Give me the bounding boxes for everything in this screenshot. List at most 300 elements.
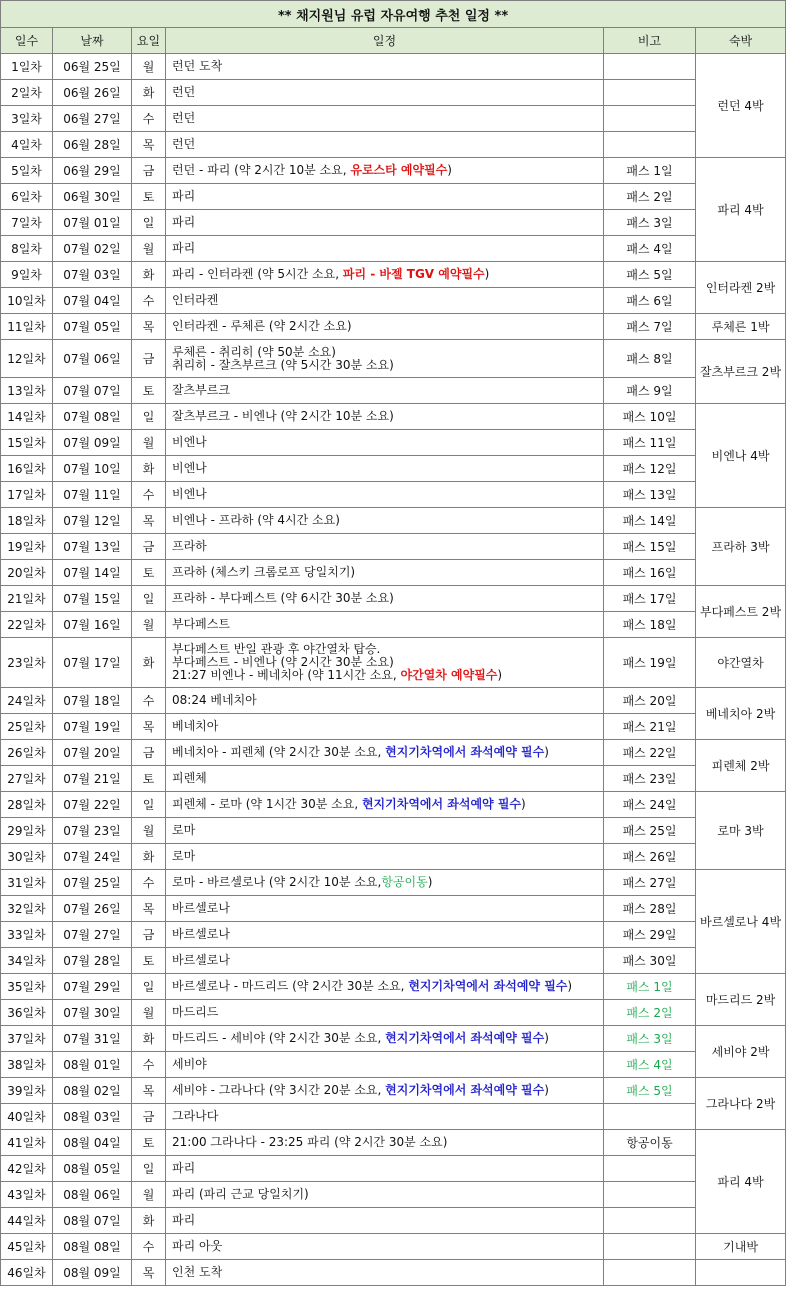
date-cell: 07월 12일 bbox=[53, 508, 132, 534]
schedule-line bbox=[172, 60, 603, 73]
schedule-highlight: 현지기차역에서 좌석예약 필수 bbox=[385, 1031, 545, 1045]
day-cell: 27일차 bbox=[1, 766, 53, 792]
schedule-text: 피렌체 - 로마 (약 1시간 30분 소요, bbox=[172, 797, 362, 811]
schedule-cell bbox=[166, 870, 604, 896]
schedule-text: ) bbox=[544, 1083, 549, 1097]
table-row bbox=[1, 262, 786, 288]
schedule-highlight: 항공이동 bbox=[381, 875, 428, 889]
schedule-cell bbox=[166, 1104, 604, 1130]
dow-cell: 수 bbox=[132, 870, 166, 896]
day-cell: 11일차 bbox=[1, 314, 53, 340]
table-row bbox=[1, 612, 786, 638]
date-cell: 08월 07일 bbox=[53, 1208, 132, 1234]
schedule-cell bbox=[166, 1052, 604, 1078]
schedule-line bbox=[172, 592, 603, 605]
day-cell: 15일차 bbox=[1, 430, 53, 456]
dow-cell: 목 bbox=[132, 1260, 166, 1286]
schedule-cell bbox=[166, 948, 604, 974]
note-cell: 패스 9일 bbox=[604, 378, 696, 404]
table-row bbox=[1, 1000, 786, 1026]
note-cell: 패스 12일 bbox=[604, 456, 696, 482]
schedule-cell bbox=[166, 314, 604, 340]
note-cell: 패스 13일 bbox=[604, 482, 696, 508]
schedule-text: 잘츠부르크 - 비엔나 (약 2시간 10분 소요) bbox=[172, 409, 394, 423]
table-row bbox=[1, 1078, 786, 1104]
stay-cell: 마드리드 2박 bbox=[696, 974, 786, 1026]
day-cell: 5일차 bbox=[1, 158, 53, 184]
day-cell: 3일차 bbox=[1, 106, 53, 132]
stay-cell: 세비야 2박 bbox=[696, 1026, 786, 1078]
schedule-text: 그라나다 bbox=[172, 1109, 219, 1123]
schedule-cell bbox=[166, 456, 604, 482]
table-row bbox=[1, 378, 786, 404]
date-cell: 06월 30일 bbox=[53, 184, 132, 210]
schedule-line bbox=[172, 359, 603, 372]
stay-cell: 야간열차 bbox=[696, 638, 786, 688]
stay-cell: 비엔나 4박 bbox=[696, 404, 786, 508]
schedule-line bbox=[172, 138, 603, 151]
schedule-text: 바르셀로나 - 마드리드 (약 2시간 30분 소요, bbox=[172, 979, 409, 993]
schedule-cell bbox=[166, 184, 604, 210]
schedule-highlight: 현지기차역에서 좌석예약 필수 bbox=[385, 745, 545, 759]
schedule-line bbox=[172, 980, 603, 993]
date-cell: 07월 29일 bbox=[53, 974, 132, 1000]
dow-cell: 일 bbox=[132, 586, 166, 612]
date-cell: 07월 08일 bbox=[53, 404, 132, 430]
schedule-text: 피렌체 bbox=[172, 771, 207, 785]
schedule-cell bbox=[166, 482, 604, 508]
schedule-text: 파리 bbox=[172, 241, 196, 255]
table-row bbox=[1, 210, 786, 236]
schedule-text: 파리 아웃 bbox=[172, 1239, 223, 1253]
dow-cell: 화 bbox=[132, 1208, 166, 1234]
schedule-cell bbox=[166, 818, 604, 844]
day-cell: 10일차 bbox=[1, 288, 53, 314]
schedule-line bbox=[172, 1032, 603, 1045]
note-cell bbox=[604, 54, 696, 80]
table-row bbox=[1, 430, 786, 456]
note-cell: 패스 24일 bbox=[604, 792, 696, 818]
note-cell: 패스 16일 bbox=[604, 560, 696, 586]
day-cell: 33일차 bbox=[1, 922, 53, 948]
schedule-text: 루체른 - 취리히 (약 50분 소요) bbox=[172, 344, 336, 359]
note-cell: 패스 10일 bbox=[604, 404, 696, 430]
dow-cell: 일 bbox=[132, 404, 166, 430]
day-cell: 35일차 bbox=[1, 974, 53, 1000]
dow-cell: 목 bbox=[132, 1078, 166, 1104]
schedule-line bbox=[172, 1214, 603, 1227]
header-dow: 요일 bbox=[132, 28, 166, 54]
schedule-cell bbox=[166, 740, 604, 766]
header-day: 일수 bbox=[1, 28, 53, 54]
day-cell: 41일차 bbox=[1, 1130, 53, 1156]
day-cell: 28일차 bbox=[1, 792, 53, 818]
table-row bbox=[1, 714, 786, 740]
date-cell: 07월 27일 bbox=[53, 922, 132, 948]
dow-cell: 토 bbox=[132, 560, 166, 586]
date-cell: 07월 05일 bbox=[53, 314, 132, 340]
note-cell bbox=[604, 1156, 696, 1182]
schedule-line bbox=[172, 1084, 603, 1097]
date-cell: 08월 05일 bbox=[53, 1156, 132, 1182]
date-cell: 08월 02일 bbox=[53, 1078, 132, 1104]
day-cell: 20일차 bbox=[1, 560, 53, 586]
schedule-line bbox=[172, 720, 603, 733]
schedule-line bbox=[172, 1006, 603, 1019]
table-row bbox=[1, 80, 786, 106]
note-cell: 패스 4일 bbox=[604, 236, 696, 262]
schedule-cell bbox=[166, 1234, 604, 1260]
table-row bbox=[1, 1260, 786, 1286]
schedule-line bbox=[172, 384, 603, 397]
schedule-text: 프라하 - 부다페스트 (약 6시간 30분 소요) bbox=[172, 591, 394, 605]
date-cell: 07월 21일 bbox=[53, 766, 132, 792]
schedule-cell bbox=[166, 158, 604, 184]
schedule-cell bbox=[166, 560, 604, 586]
note-cell: 패스 27일 bbox=[604, 870, 696, 896]
schedule-line bbox=[172, 618, 603, 631]
date-cell: 08월 01일 bbox=[53, 1052, 132, 1078]
schedule-line bbox=[172, 410, 603, 423]
table-row bbox=[1, 922, 786, 948]
day-cell: 7일차 bbox=[1, 210, 53, 236]
table-row bbox=[1, 456, 786, 482]
schedule-line bbox=[172, 824, 603, 837]
date-cell: 07월 28일 bbox=[53, 948, 132, 974]
table-row bbox=[1, 870, 786, 896]
date-cell: 07월 09일 bbox=[53, 430, 132, 456]
schedule-text: 잘츠부르크 bbox=[172, 383, 230, 397]
schedule-line bbox=[172, 566, 603, 579]
day-cell: 40일차 bbox=[1, 1104, 53, 1130]
note-cell: 패스 23일 bbox=[604, 766, 696, 792]
date-cell: 06월 26일 bbox=[53, 80, 132, 106]
schedule-line bbox=[172, 540, 603, 553]
table-row bbox=[1, 482, 786, 508]
schedule-cell bbox=[166, 132, 604, 158]
schedule-text: 세비야 - 그라나다 (약 3시간 20분 소요, bbox=[172, 1083, 386, 1097]
day-cell: 14일차 bbox=[1, 404, 53, 430]
dow-cell: 목 bbox=[132, 132, 166, 158]
date-cell: 07월 07일 bbox=[53, 378, 132, 404]
schedule-cell bbox=[166, 1260, 604, 1286]
date-cell: 08월 04일 bbox=[53, 1130, 132, 1156]
dow-cell: 금 bbox=[132, 534, 166, 560]
day-cell: 12일차 bbox=[1, 340, 53, 378]
table-row bbox=[1, 184, 786, 210]
dow-cell: 금 bbox=[132, 1104, 166, 1130]
day-cell: 17일차 bbox=[1, 482, 53, 508]
table-row bbox=[1, 508, 786, 534]
schedule-cell bbox=[166, 688, 604, 714]
schedule-text: 프라하 (체스키 크롬로프 당일치기) bbox=[172, 565, 356, 579]
date-cell: 07월 11일 bbox=[53, 482, 132, 508]
schedule-text: 바르셀로나 bbox=[172, 953, 230, 967]
stay-cell: 부다페스트 2박 bbox=[696, 586, 786, 638]
schedule-cell bbox=[166, 974, 604, 1000]
note-cell bbox=[604, 1234, 696, 1260]
date-cell: 07월 22일 bbox=[53, 792, 132, 818]
date-cell: 07월 24일 bbox=[53, 844, 132, 870]
dow-cell: 수 bbox=[132, 1052, 166, 1078]
day-cell: 23일차 bbox=[1, 638, 53, 688]
day-cell: 37일차 bbox=[1, 1026, 53, 1052]
page-title: ** 채지원님 유럽 자유여행 추천 일정 ** bbox=[1, 1, 786, 28]
table-row bbox=[1, 1130, 786, 1156]
schedule-cell bbox=[166, 1156, 604, 1182]
schedule-text: 부다페스트 반일 관광 후 야간열차 탑승. bbox=[172, 642, 381, 656]
table-row bbox=[1, 792, 786, 818]
schedule-cell bbox=[166, 210, 604, 236]
date-cell: 07월 19일 bbox=[53, 714, 132, 740]
note-cell: 패스 18일 bbox=[604, 612, 696, 638]
date-cell: 07월 25일 bbox=[53, 870, 132, 896]
schedule-cell bbox=[166, 340, 604, 378]
schedule-line bbox=[172, 1058, 603, 1071]
table-row bbox=[1, 106, 786, 132]
schedule-text: 08:24 베네치아 bbox=[172, 693, 257, 707]
schedule-cell bbox=[166, 404, 604, 430]
stay-cell: 기내박 bbox=[696, 1234, 786, 1260]
day-cell: 9일차 bbox=[1, 262, 53, 288]
table-row bbox=[1, 132, 786, 158]
schedule-text: 마드리드 - 세비야 (약 2시간 30분 소요, bbox=[172, 1031, 386, 1045]
schedule-line bbox=[172, 902, 603, 915]
day-cell: 39일차 bbox=[1, 1078, 53, 1104]
day-cell: 16일차 bbox=[1, 456, 53, 482]
schedule-cell bbox=[166, 844, 604, 870]
note-cell bbox=[604, 1208, 696, 1234]
dow-cell: 토 bbox=[132, 1130, 166, 1156]
note-cell: 패스 30일 bbox=[604, 948, 696, 974]
schedule-highlight: 현지기차역에서 좌석예약 필수 bbox=[385, 1083, 545, 1097]
schedule-highlight: 현지기차역에서 좌석예약 필수 bbox=[361, 797, 522, 811]
schedule-text: 베네치아 bbox=[172, 719, 219, 733]
schedule-cell bbox=[166, 288, 604, 314]
dow-cell: 월 bbox=[132, 612, 166, 638]
table-row bbox=[1, 1208, 786, 1234]
schedule-cell bbox=[166, 922, 604, 948]
stay-cell: 그라나다 2박 bbox=[696, 1078, 786, 1130]
schedule-cell bbox=[166, 896, 604, 922]
table-row bbox=[1, 1104, 786, 1130]
table-row bbox=[1, 896, 786, 922]
schedule-text: 부다페스트 - 비엔나 (약 2시간 30분 소요) bbox=[172, 655, 394, 669]
schedule-cell bbox=[166, 612, 604, 638]
schedule-text: 런던 bbox=[172, 111, 196, 125]
schedule-text: 파리 (파리 근교 당일치기) bbox=[172, 1187, 309, 1201]
table-row bbox=[1, 688, 786, 714]
dow-cell: 수 bbox=[132, 1234, 166, 1260]
dow-cell: 월 bbox=[132, 818, 166, 844]
stay-cell: 베네치아 2박 bbox=[696, 688, 786, 740]
schedule-text: 로마 - 바르셀로나 (약 2시간 10분 소요, bbox=[172, 875, 382, 889]
note-cell: 패스 3일 bbox=[604, 210, 696, 236]
schedule-text: 취리히 - 잘츠부르크 (약 5시간 30분 소요) bbox=[172, 357, 394, 372]
dow-cell: 일 bbox=[132, 974, 166, 1000]
schedule-text: 비엔나 bbox=[172, 487, 207, 501]
schedule-line bbox=[172, 772, 603, 785]
table-row bbox=[1, 638, 786, 688]
schedule-cell bbox=[166, 378, 604, 404]
dow-cell: 월 bbox=[132, 1000, 166, 1026]
schedule-text: 인터라켄 - 루체른 (약 2시간 소요) bbox=[172, 319, 352, 333]
dow-cell: 월 bbox=[132, 1182, 166, 1208]
note-cell: 패스 26일 bbox=[604, 844, 696, 870]
note-cell: 패스 5일 bbox=[604, 262, 696, 288]
dow-cell: 금 bbox=[132, 340, 166, 378]
table-row bbox=[1, 818, 786, 844]
date-cell: 07월 06일 bbox=[53, 340, 132, 378]
dow-cell: 목 bbox=[132, 314, 166, 340]
dow-cell: 월 bbox=[132, 430, 166, 456]
dow-cell: 금 bbox=[132, 158, 166, 184]
day-cell: 26일차 bbox=[1, 740, 53, 766]
schedule-cell bbox=[166, 1208, 604, 1234]
note-cell: 패스 8일 bbox=[604, 340, 696, 378]
schedule-line bbox=[172, 514, 603, 527]
schedule-cell bbox=[166, 1130, 604, 1156]
note-cell: 패스 4일 bbox=[604, 1052, 696, 1078]
schedule-cell bbox=[166, 534, 604, 560]
schedule-highlight: 현지기차역에서 좌석예약 필수 bbox=[408, 979, 568, 993]
note-cell bbox=[604, 1182, 696, 1208]
schedule-text: 파리 bbox=[172, 189, 196, 203]
schedule-line bbox=[172, 216, 603, 229]
date-cell: 07월 15일 bbox=[53, 586, 132, 612]
date-cell: 07월 23일 bbox=[53, 818, 132, 844]
schedule-text: 21:27 비엔나 - 베네치아 (약 11시간 소요, bbox=[172, 668, 401, 682]
schedule-text: 비엔나 bbox=[172, 461, 207, 475]
table-row bbox=[1, 766, 786, 792]
dow-cell: 수 bbox=[132, 688, 166, 714]
schedule-text: 비엔나 bbox=[172, 435, 207, 449]
day-cell: 22일차 bbox=[1, 612, 53, 638]
dow-cell: 일 bbox=[132, 1156, 166, 1182]
note-cell: 패스 17일 bbox=[604, 586, 696, 612]
schedule-highlight: 유로스타 예약필수 bbox=[350, 163, 448, 177]
date-cell: 07월 31일 bbox=[53, 1026, 132, 1052]
schedule-line bbox=[172, 954, 603, 967]
schedule-line bbox=[172, 798, 603, 811]
stay-cell: 인터라켄 2박 bbox=[696, 262, 786, 314]
header-date: 날짜 bbox=[53, 28, 132, 54]
day-cell: 44일차 bbox=[1, 1208, 53, 1234]
stay-cell: 런던 4박 bbox=[696, 54, 786, 158]
schedule-text: ) bbox=[484, 267, 490, 281]
schedule-cell bbox=[166, 638, 604, 688]
table-row bbox=[1, 974, 786, 1000]
note-cell: 패스 20일 bbox=[604, 688, 696, 714]
table-row bbox=[1, 314, 786, 340]
day-cell: 6일차 bbox=[1, 184, 53, 210]
note-cell: 패스 2일 bbox=[604, 184, 696, 210]
schedule-line bbox=[172, 1188, 603, 1201]
schedule-text: 세비야 bbox=[172, 1057, 207, 1071]
day-cell: 32일차 bbox=[1, 896, 53, 922]
note-cell: 패스 22일 bbox=[604, 740, 696, 766]
schedule-line bbox=[172, 112, 603, 125]
table-row bbox=[1, 1182, 786, 1208]
schedule-text: 비엔나 - 프라하 (약 4시간 소요) bbox=[172, 513, 340, 527]
date-cell: 07월 04일 bbox=[53, 288, 132, 314]
table-row bbox=[1, 1026, 786, 1052]
schedule-line bbox=[172, 164, 603, 177]
schedule-cell bbox=[166, 586, 604, 612]
table-row bbox=[1, 948, 786, 974]
note-cell: 패스 1일 bbox=[604, 158, 696, 184]
schedule-cell bbox=[166, 54, 604, 80]
table-row bbox=[1, 236, 786, 262]
schedule-cell bbox=[166, 262, 604, 288]
schedule-text: 바르셀로나 bbox=[172, 901, 230, 915]
note-cell: 패스 11일 bbox=[604, 430, 696, 456]
dow-cell: 화 bbox=[132, 80, 166, 106]
day-cell: 46일차 bbox=[1, 1260, 53, 1286]
schedule-text: ) bbox=[427, 875, 433, 889]
date-cell: 08월 03일 bbox=[53, 1104, 132, 1130]
schedule-cell bbox=[166, 508, 604, 534]
note-cell: 패스 25일 bbox=[604, 818, 696, 844]
schedule-cell bbox=[166, 106, 604, 132]
date-cell: 07월 01일 bbox=[53, 210, 132, 236]
dow-cell: 월 bbox=[132, 236, 166, 262]
itinerary-body bbox=[1, 54, 786, 1286]
dow-cell: 토 bbox=[132, 948, 166, 974]
dow-cell: 화 bbox=[132, 1026, 166, 1052]
schedule-text: 인터라켄 bbox=[172, 293, 219, 307]
stay-cell: 바르셀로나 4박 bbox=[696, 870, 786, 974]
schedule-text: 부다페스트 bbox=[172, 617, 230, 631]
schedule-text: ) bbox=[497, 668, 503, 682]
day-cell: 36일차 bbox=[1, 1000, 53, 1026]
schedule-line bbox=[172, 928, 603, 941]
schedule-line bbox=[172, 694, 603, 707]
table-row bbox=[1, 560, 786, 586]
day-cell: 34일차 bbox=[1, 948, 53, 974]
dow-cell: 토 bbox=[132, 378, 166, 404]
schedule-text: ) bbox=[567, 979, 573, 993]
day-cell: 43일차 bbox=[1, 1182, 53, 1208]
table-row bbox=[1, 534, 786, 560]
schedule-text: 마드리드 bbox=[172, 1005, 219, 1019]
table-row bbox=[1, 1156, 786, 1182]
note-cell: 패스 29일 bbox=[604, 922, 696, 948]
schedule-text: 바르셀로나 bbox=[172, 927, 230, 941]
day-cell: 21일차 bbox=[1, 586, 53, 612]
schedule-text: 파리 - 인터라켄 (약 5시간 소요, bbox=[172, 267, 343, 281]
date-cell: 06월 25일 bbox=[53, 54, 132, 80]
schedule-line bbox=[172, 242, 603, 255]
date-cell: 07월 02일 bbox=[53, 236, 132, 262]
date-cell: 07월 30일 bbox=[53, 1000, 132, 1026]
stay-cell: 파리 4박 bbox=[696, 1130, 786, 1234]
schedule-text: 파리 bbox=[172, 1161, 196, 1175]
table-row bbox=[1, 54, 786, 80]
dow-cell: 목 bbox=[132, 896, 166, 922]
schedule-cell bbox=[166, 430, 604, 456]
date-cell: 07월 16일 bbox=[53, 612, 132, 638]
schedule-line bbox=[172, 1240, 603, 1253]
schedule-cell bbox=[166, 1000, 604, 1026]
date-cell: 06월 27일 bbox=[53, 106, 132, 132]
note-cell: 패스 7일 bbox=[604, 314, 696, 340]
schedule-text: 파리 bbox=[172, 215, 196, 229]
table-row bbox=[1, 404, 786, 430]
note-cell: 패스 19일 bbox=[604, 638, 696, 688]
note-cell bbox=[604, 80, 696, 106]
schedule-line bbox=[172, 268, 603, 281]
